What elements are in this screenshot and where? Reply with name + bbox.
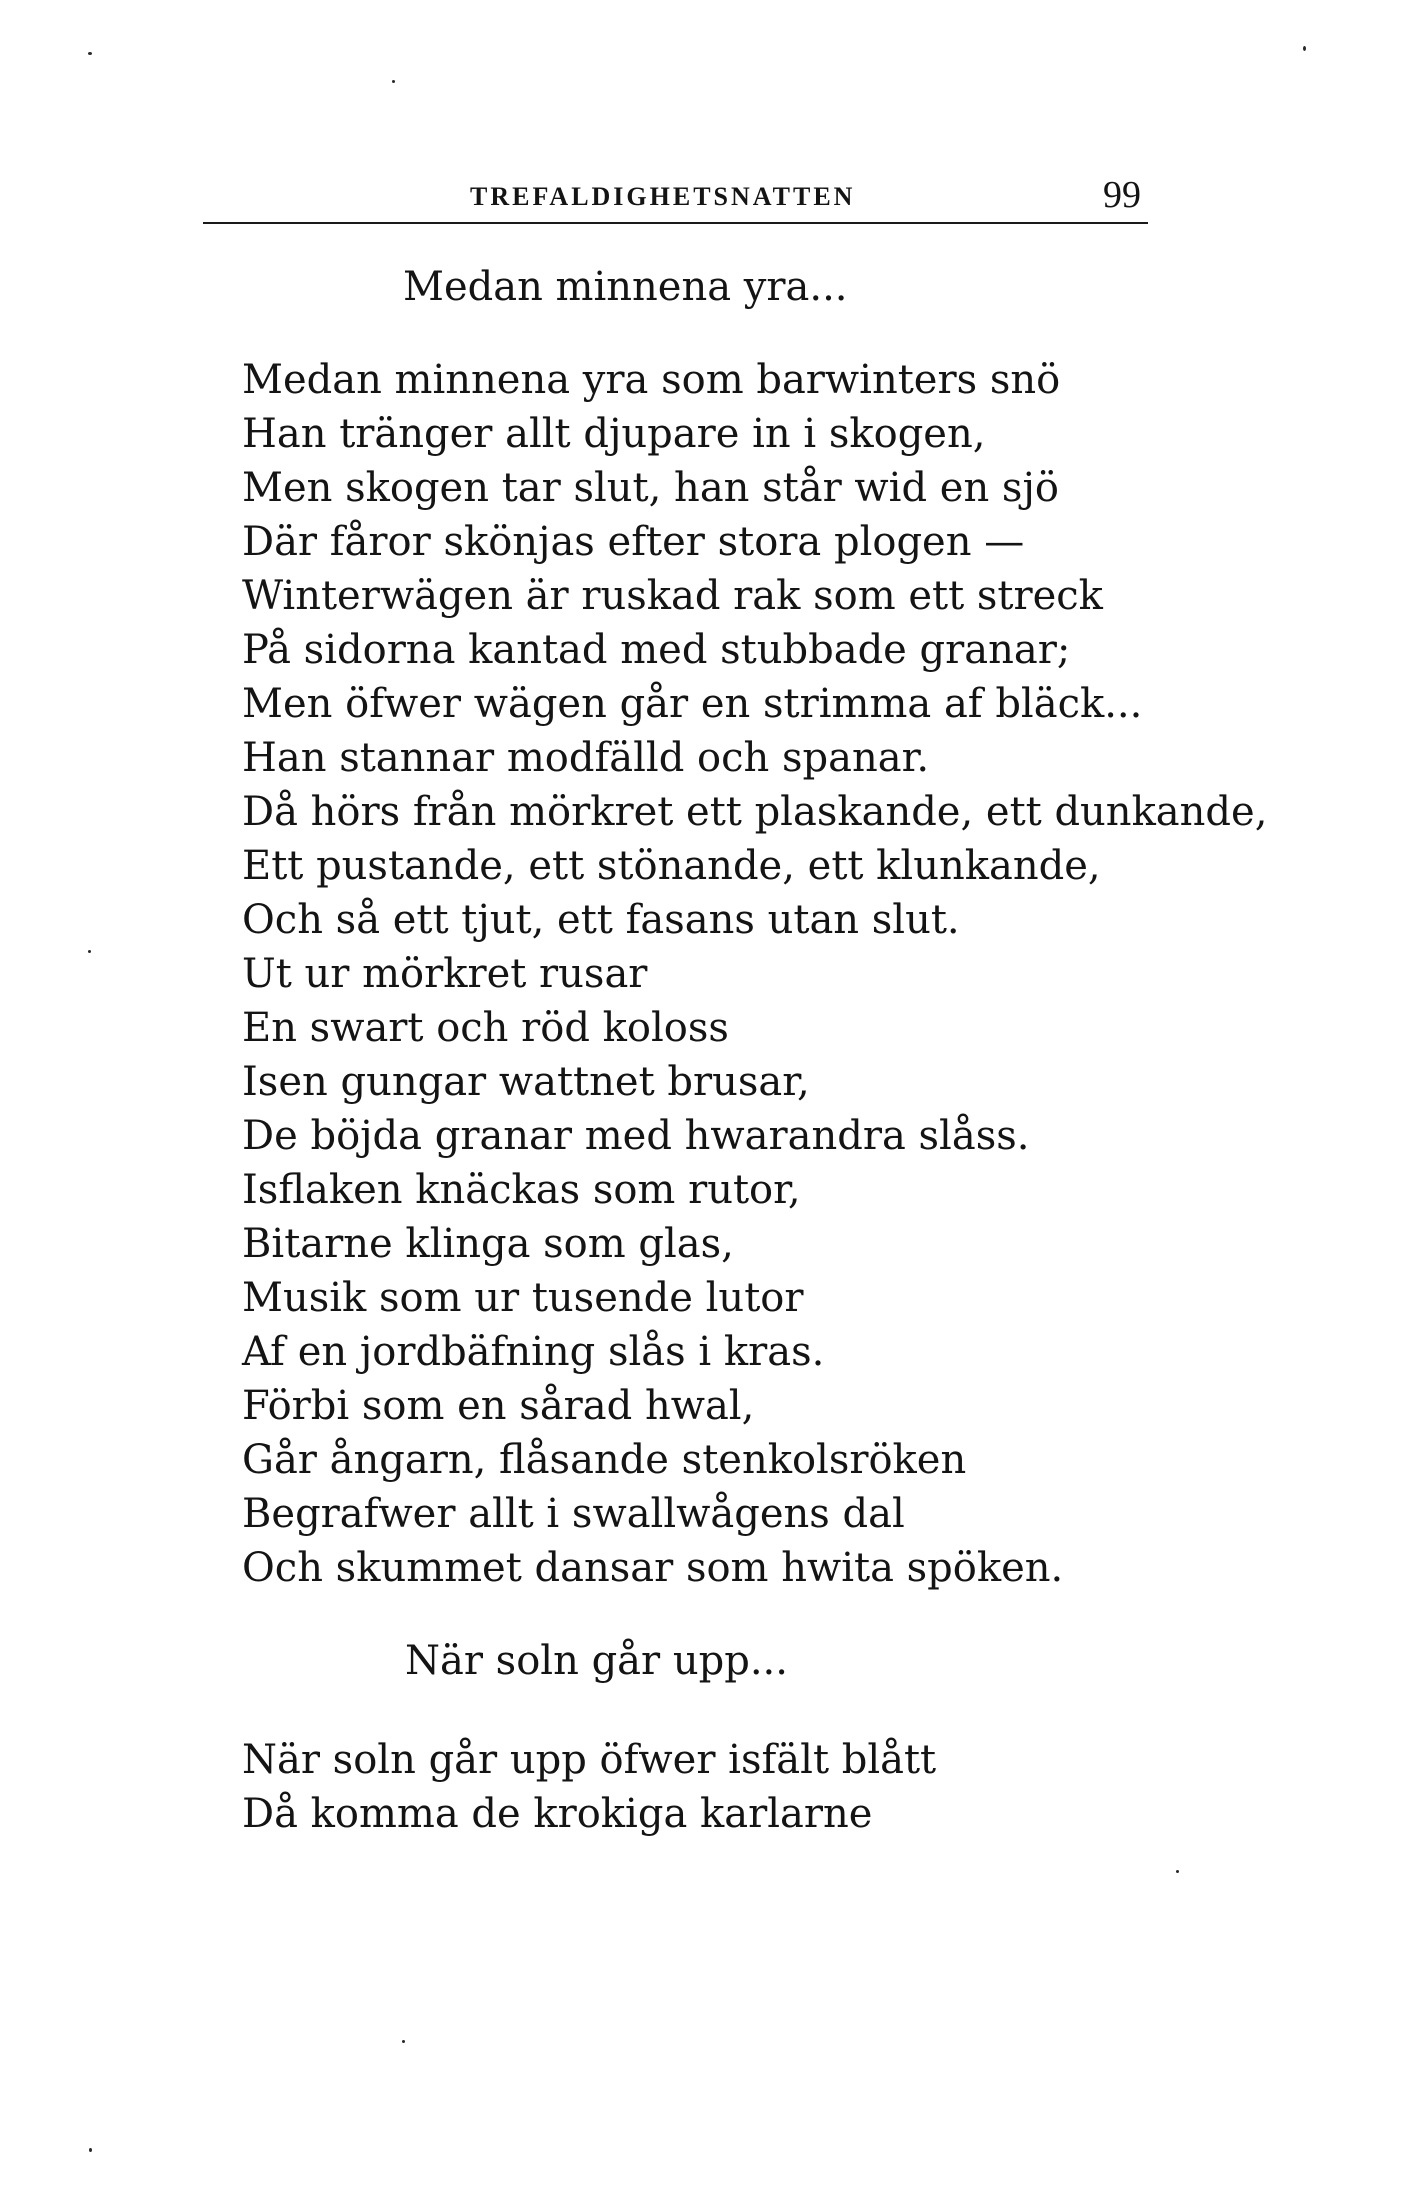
scan-speck (1303, 46, 1306, 51)
poem-line: De böjda granar med hwarandra slåss. (242, 1113, 1030, 1159)
poem-title: När soln går upp... (405, 1638, 788, 1684)
poem-line: Han stannar modfälld och spanar. (242, 735, 930, 781)
poem-line: När soln går upp öfwer isfält blått (242, 1737, 937, 1783)
poem-line: Isen gungar wattnet brusar, (242, 1059, 810, 1105)
poem-line: Och skummet dansar som hwita spöken. (242, 1545, 1064, 1591)
header-rule (203, 222, 1148, 224)
poem-line: Af en jordbäfning slås i kras. (242, 1329, 825, 1375)
scan-speck (88, 52, 92, 55)
poem-line: Men öfwer wägen går en strimma af bläck... (242, 681, 1143, 727)
scan-speck (88, 950, 91, 953)
poem-line: På sidorna kantad med stubbade granar; (242, 627, 1071, 673)
scan-speck (392, 80, 395, 83)
poem-line: Musik som ur tusende lutor (242, 1275, 804, 1321)
poem-line: Winterwägen är ruskad rak som ett streck (242, 573, 1103, 619)
poem-title: Medan minnena yra... (403, 264, 848, 310)
poem-line: Då hörs från mörkret ett plaskande, ett dunkande, (242, 789, 1268, 835)
running-title: TREFALDIGHETSNATTEN (470, 182, 856, 211)
poem-line: Ett pustande, ett stönande, ett klunkande, (242, 843, 1101, 889)
poem-line: En swart och röd koloss (242, 1005, 729, 1051)
scan-speck (1176, 1870, 1179, 1873)
poem-line: Isflaken knäckas som rutor, (242, 1167, 801, 1213)
poem-line: Medan minnena yra som barwinters snö (242, 357, 1061, 403)
poem-line: Då komma de krokiga karlarne (242, 1791, 873, 1837)
poem-line: Ut ur mörkret rusar (242, 951, 648, 997)
poem-line: Bitarne klinga som glas, (242, 1221, 734, 1267)
poem-line: Förbi som en sårad hwal, (242, 1383, 755, 1429)
poem-line: Men skogen tar slut, han står wid en sjö (242, 465, 1059, 511)
scan-speck (402, 2040, 405, 2043)
poem-line: Och så ett tjut, ett fasans utan slut. (242, 897, 960, 943)
page-number: 99 (1103, 174, 1141, 216)
poem-line: Han tränger allt djupare in i skogen, (242, 411, 986, 457)
scan-speck (89, 2148, 92, 2152)
poem-line: Går ångarn, flåsande stenkolsröken (242, 1437, 967, 1483)
poem-line: Där fåror skönjas efter stora plogen — (242, 519, 1025, 565)
poem-line: Begrafwer allt i swallwågens dal (242, 1491, 905, 1537)
